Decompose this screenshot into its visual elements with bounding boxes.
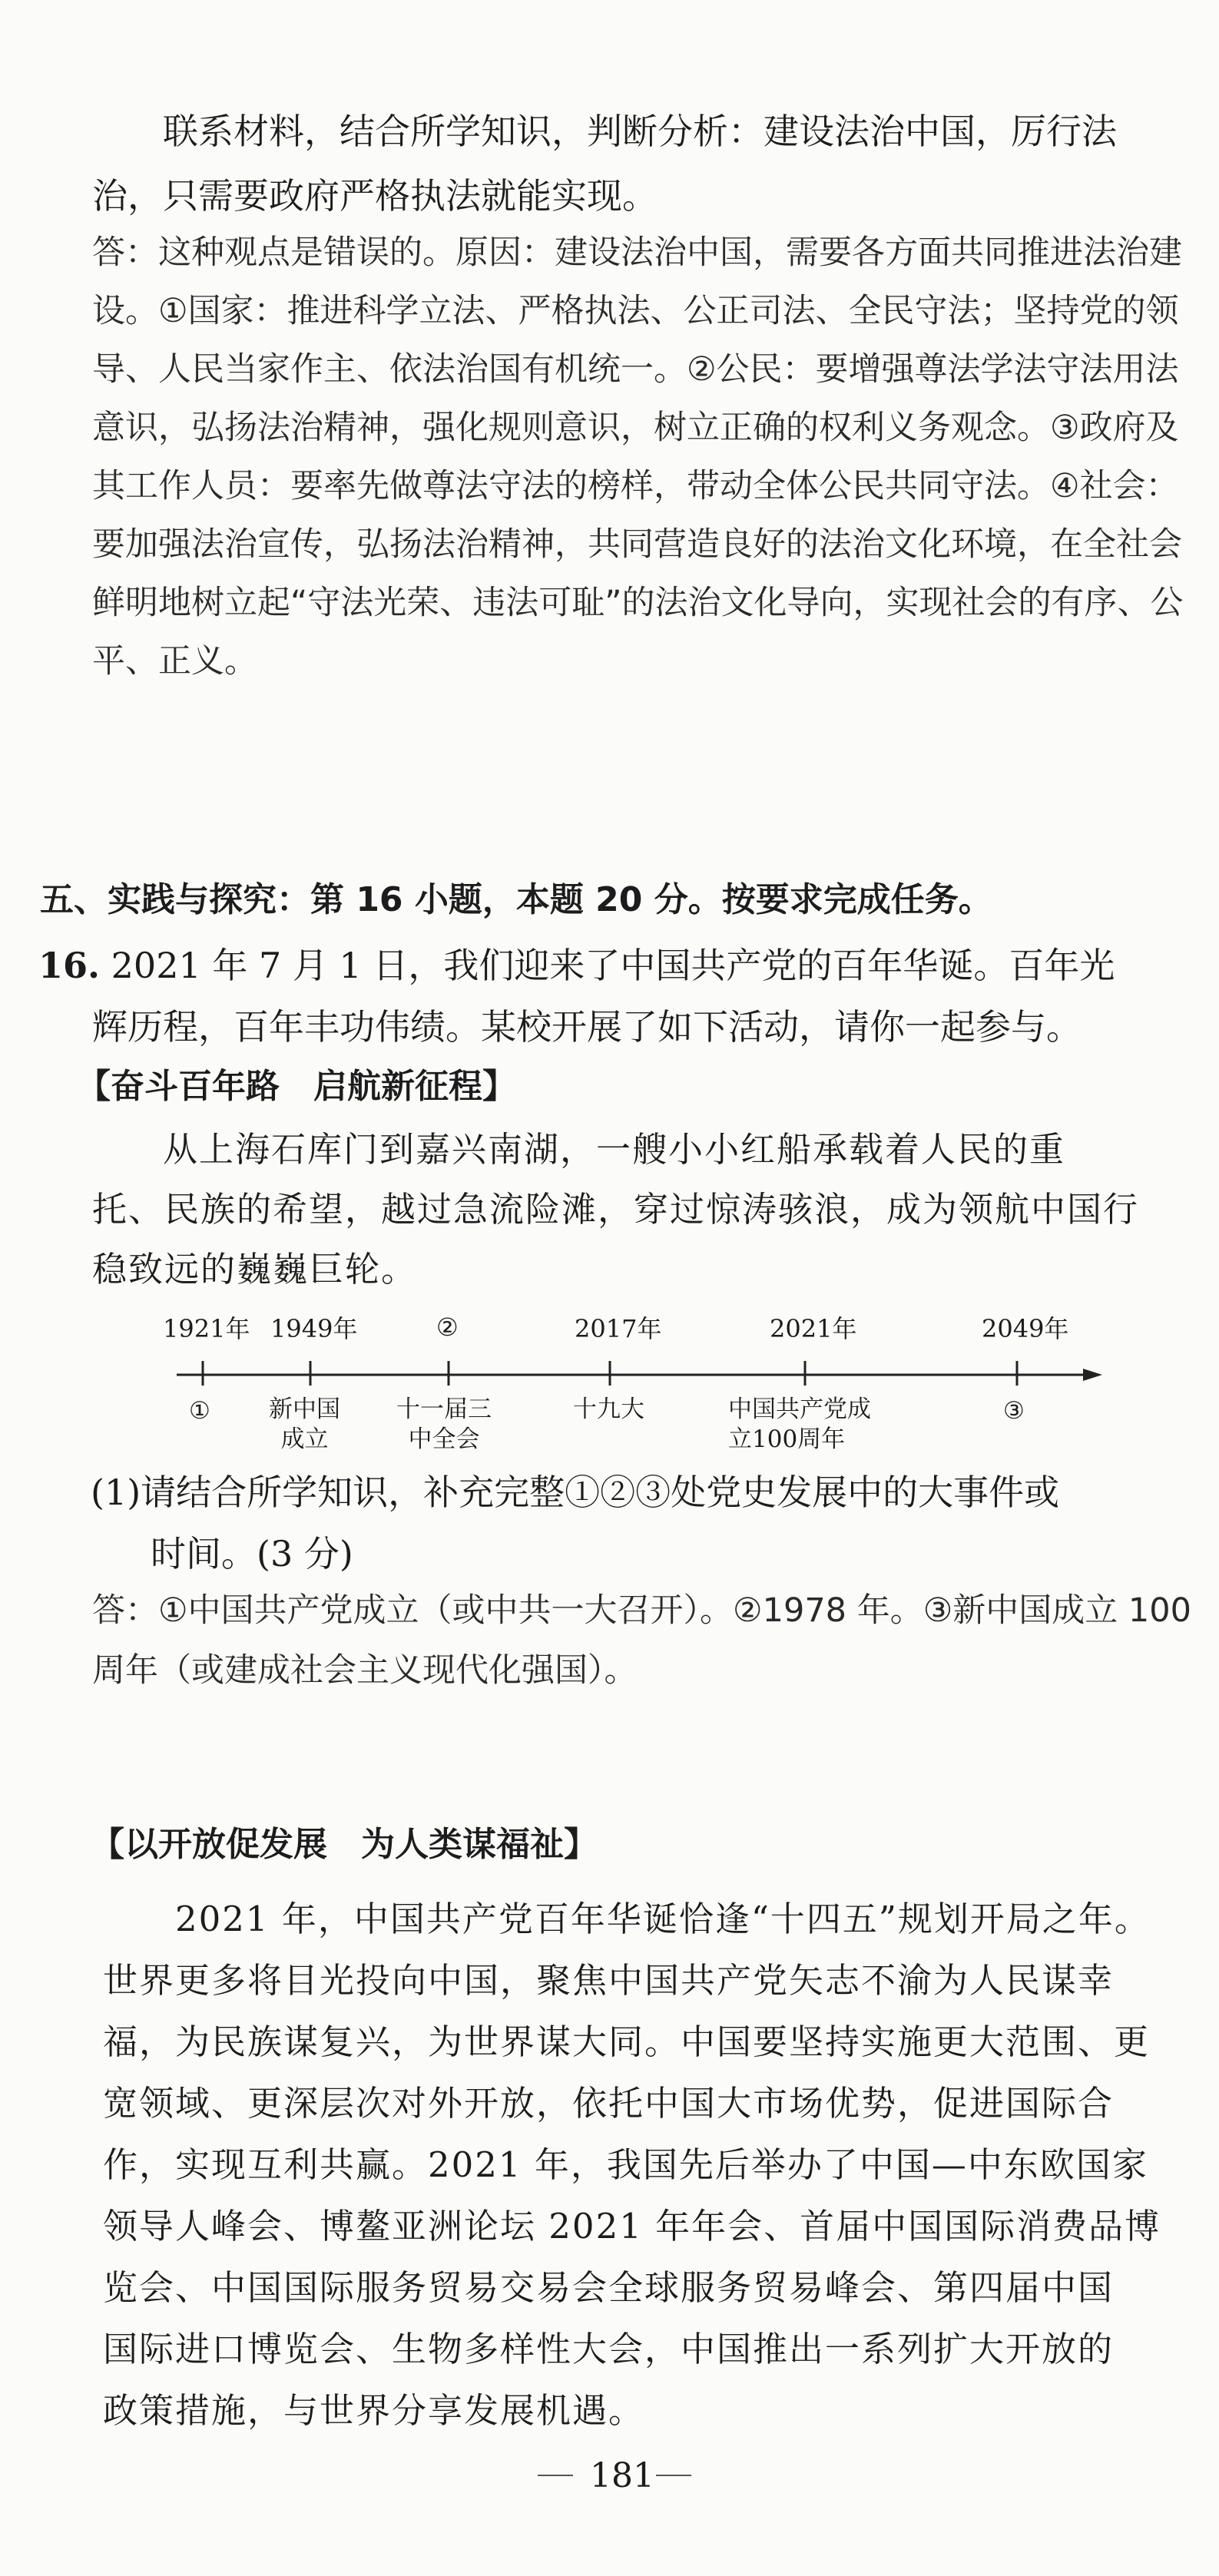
timeline-caption: 新中国 成立 (269, 1396, 340, 1453)
timeline-label: ② (436, 1313, 459, 1342)
part1-task-line-2: 时间。(3 分) (151, 1533, 353, 1574)
prev-answer-line: 鲜明地树立起“守法光荣、违法可耻”的法治文化导向，实现社会的有序、公 (92, 584, 1184, 622)
part2-material-line: 世界更多将目光投向中国，聚焦中国共产党矢志不渝为人民谋幸 (103, 1960, 1115, 2001)
part2-material-line: 领导人峰会、博鳌亚洲论坛 2021 年年会、首届中国国际消费品博 (103, 2206, 1161, 2247)
timeline-label: 2017年 (575, 1314, 662, 1343)
part1-answer-line-1: 答：①中国共产党成立（或中共一大召开）。②1978 年。③新中国成立 100 (92, 1591, 1191, 1630)
question-16-intro-line-2: 辉历程，百年丰功伟绩。某校开展了如下活动，请你一起参与。 (92, 1006, 1082, 1048)
prev-prompt-line-2: 治，只需要政府严格执法就能实现。 (92, 175, 658, 217)
prev-answer-line: 意识，弘扬法治精神，强化规则意识，树立正确的权利义务观念。③政府及 (92, 409, 1179, 447)
timeline-label: 1949年 (270, 1314, 358, 1343)
timeline-caption: 十九大 (573, 1396, 644, 1423)
prev-answer-line: 要加强法治宣传，弘扬法治精神，共同营造良好的法治文化环境，在全社会 (92, 525, 1182, 564)
part2-material-line: 2021 年，中国共产党百年华诞恰逢“十四五”规划开局之年。 (175, 1899, 1151, 1939)
question-number: 16. (38, 945, 101, 986)
part1-task-line-1: (1)请结合所学知识，补充完整①②③处党史发展中的大事件或 (91, 1472, 1060, 1513)
part2-material-line: 宽领域、更深层次对外开放，依托中国大市场优势，促进国际合 (103, 2083, 1115, 2124)
part2-title: 【以开放促发展 为人类谋福祉】 (91, 1825, 598, 1864)
part1-material-line: 从上海石库门到嘉兴南湖，一艘小小红船承载着人民的重 (163, 1129, 1066, 1170)
prev-answer-line: 导、人民当家作主、依法治国有机统一。②公民：要增强尊法学法守法用法 (92, 350, 1179, 389)
question-16-intro-text: 2021 年 7 月 1 日，我们迎来了中国共产党的百年华诞。百年光 (111, 945, 1115, 986)
timeline-caption: 中国共产党成 立100周年 (728, 1396, 871, 1453)
prev-answer-line: 答：这种观点是错误的。原因：建设法治中国，需要各方面共同推进法治建 (92, 233, 1182, 272)
timeline-arrow-icon (1083, 1369, 1102, 1381)
page-number: 181 (590, 2456, 654, 2495)
part1-answer-line-2: 周年（或建成社会主义现代化强国）。 (92, 1651, 638, 1690)
part2-material-line: 作，实现互利共赢。2021 年，我国先后举办了中国—中东欧国家 (103, 2144, 1148, 2185)
prev-answer-line: 设。①国家：推进科学立法、严格执法、公正司法、全民守法；坚持党的领 (92, 292, 1179, 330)
timeline-caption: ③ (1003, 1397, 1025, 1425)
part2-material-line: 国际进口博览会、生物多样性大会，中国推出一系列扩大开放的 (103, 2329, 1115, 2369)
footer-dash (538, 2475, 573, 2476)
part1-title: 【奋斗百年路 启航新征程】 (77, 1067, 516, 1106)
question-16-intro-line-1 (38, 945, 1115, 986)
part1-material-line: 托、民族的希望，越过急流险滩，穿过惊涛骇浪，成为领航中国行 (92, 1189, 1140, 1230)
page-footer (538, 2456, 691, 2495)
part1-material-line: 稳致远的巍巍巨轮。 (92, 1249, 418, 1290)
timeline-label: 1921年 (163, 1314, 250, 1343)
part2-material-line: 览会、中国国际服务贸易交易会全球服务贸易峰会、第四届中国 (103, 2267, 1115, 2308)
timeline-label: 2049年 (982, 1314, 1069, 1343)
part2-material-line: 政策措施，与世界分享发展机遇。 (103, 2390, 645, 2431)
timeline-caption: ① (189, 1397, 210, 1425)
part2-material-line: 福，为民族谋复兴，为世界谋大同。中国要坚持实施更大范围、更 (103, 2021, 1151, 2062)
prev-answer-line: 其工作人员：要率先做尊法守法的榜样，带动全体公民共同守法。④社会： (92, 467, 1179, 505)
section-heading: 五、实践与探究：第 16 小题，本题 20 分。按要求完成任务。 (40, 880, 992, 919)
prev-prompt-line-1: 联系材料，结合所学知识，判断分析：建设法治中国，厉行法 (163, 111, 1117, 152)
timeline-caption: 十一届三 中全会 (396, 1396, 492, 1453)
footer-dash (656, 2475, 691, 2476)
prev-answer-line: 平、正义。 (92, 642, 257, 680)
timeline-label: 2021年 (770, 1314, 857, 1343)
